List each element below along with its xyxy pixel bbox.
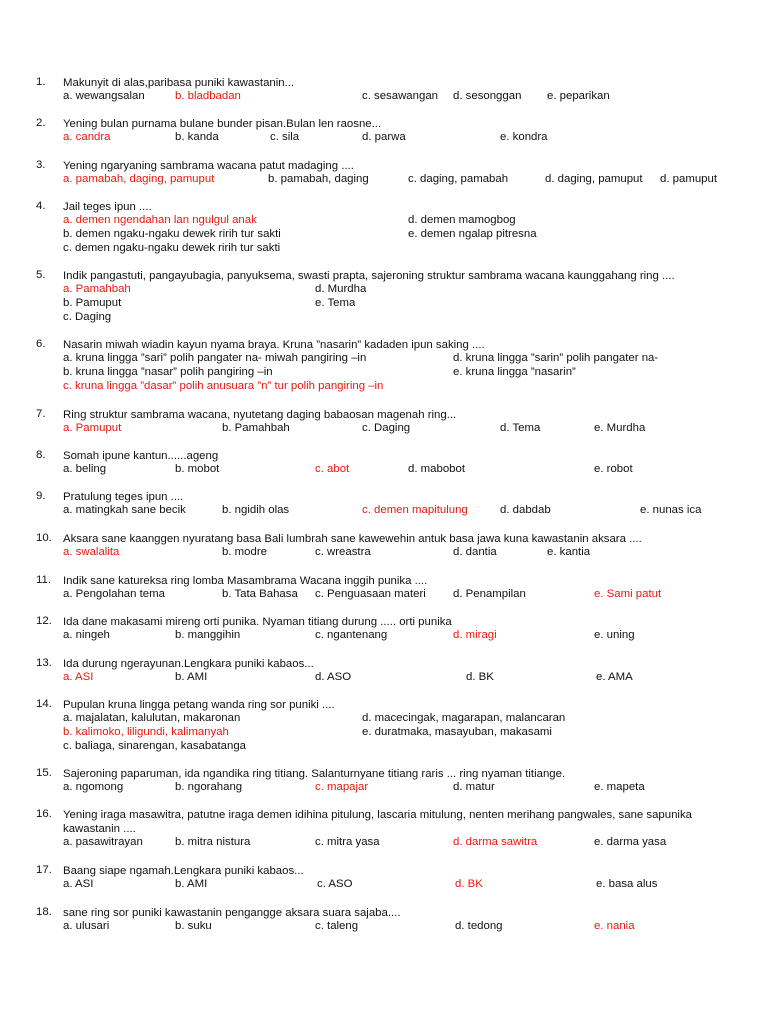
question-text: Jail teges ipun .... bbox=[63, 201, 152, 213]
question-text: Nasarin miwah wiadin kayun nyama braya. Kruna ”nasarin” kadaden ipun saking .... bbox=[63, 339, 485, 351]
question-number: 1. bbox=[36, 76, 46, 88]
question-text: Yening iraga masawitra, patutne iraga demen idihina pitulung, lascaria mitulung, nenten merihang pangwales, sane sapunika kawastanin .... bbox=[63, 809, 692, 835]
question-text: Ida durung ngerayunan.Lengkara puniki kabaos... bbox=[63, 658, 314, 670]
question-text: Sajeroning paparuman, ida ngandika ring titiang. Salanturnyane titiang raris ... ring nyaman titiange. bbox=[63, 768, 566, 780]
answer-option[interactable]: d. demen mamogbog bbox=[408, 214, 516, 226]
question-number: 16. bbox=[36, 808, 52, 820]
answer-option[interactable]: b. kanda bbox=[175, 131, 219, 143]
answer-option[interactable]: e. basa alus bbox=[596, 878, 658, 890]
answer-option[interactable]: d. sesonggan bbox=[453, 90, 522, 102]
answer-option[interactable]: e. darma yasa bbox=[594, 836, 667, 848]
answer-option[interactable]: e. kruna lingga ”nasarin” bbox=[453, 366, 576, 378]
answer-option[interactable]: c. Daging bbox=[362, 422, 411, 434]
answer-option[interactable]: b. mobot bbox=[175, 463, 220, 475]
answer-option-correct[interactable]: c. mapajar bbox=[315, 781, 369, 793]
answer-option[interactable]: b. ngidih olas bbox=[222, 504, 290, 516]
answer-option-correct[interactable]: a. pamabah, daging, pamuput bbox=[63, 173, 215, 185]
question-number: 9. bbox=[36, 490, 46, 502]
answer-option[interactable]: c. taleng bbox=[315, 920, 359, 932]
answer-option[interactable]: a. ngomong bbox=[63, 781, 124, 793]
question-number: 2. bbox=[36, 117, 46, 129]
answer-option-correct[interactable]: a. demen ngendahan lan ngulgul anak bbox=[63, 214, 257, 226]
answer-option[interactable]: e. Tema bbox=[315, 297, 356, 309]
answer-option[interactable]: a. ulusari bbox=[63, 920, 110, 932]
answer-option[interactable]: e. peparikan bbox=[547, 90, 610, 102]
answer-option[interactable]: d. daging, pamuput bbox=[545, 173, 643, 185]
answer-option-correct[interactable]: d. darma sawitra bbox=[453, 836, 538, 848]
question-number: 6. bbox=[36, 338, 46, 350]
answer-option[interactable]: b. AMI bbox=[175, 671, 208, 683]
answer-option[interactable]: b. Pamuput bbox=[63, 297, 122, 309]
question-text: Indik pangastuti, pangayubagia, panyuksema, swasti prapta, sajeroning struktur sambrama wacana kaunggahang ring .... bbox=[63, 270, 675, 282]
answer-option[interactable]: d. tedong bbox=[455, 920, 503, 932]
answer-option[interactable]: d. matur bbox=[453, 781, 495, 793]
question-text: sane ring sor puniki kawastanin pengangge aksara suara sajaba.... bbox=[63, 907, 401, 919]
answer-option[interactable]: e. nunas ica bbox=[640, 504, 702, 516]
question-number: 7. bbox=[36, 408, 46, 420]
question-number: 4. bbox=[36, 200, 46, 212]
question-text: Yening bulan purnama bulane bunder pisan.Bulan len raosne... bbox=[63, 118, 382, 130]
answer-option[interactable]: e. Murdha bbox=[594, 422, 646, 434]
answer-option[interactable]: d. parwa bbox=[362, 131, 406, 143]
answer-option[interactable]: e. kantia bbox=[547, 546, 591, 558]
answer-option[interactable]: e. kondra bbox=[500, 131, 548, 143]
answer-option[interactable]: b. AMI bbox=[175, 878, 208, 890]
question-number: 5. bbox=[36, 269, 46, 281]
answer-option-correct[interactable]: b. bladbadan bbox=[175, 90, 241, 102]
answer-option[interactable]: e. uning bbox=[594, 629, 635, 641]
answer-option[interactable]: d. pamuput bbox=[660, 173, 717, 185]
answer-option[interactable]: a. ningeh bbox=[63, 629, 110, 641]
answer-option[interactable]: b. suku bbox=[175, 920, 212, 932]
answer-option[interactable]: d. macecingak, magarapan, malancaran bbox=[362, 712, 566, 724]
answer-option-correct[interactable]: a. swalalita bbox=[63, 546, 120, 558]
answer-option[interactable]: d. dabdab bbox=[500, 504, 551, 516]
question-text: Pupulan kruna lingga petang wanda ring sor puniki .... bbox=[63, 699, 335, 711]
question-number: 18. bbox=[36, 906, 52, 918]
answer-option[interactable]: e. duratmaka, masayuban, makasami bbox=[362, 726, 552, 738]
answer-option[interactable]: d. mabobot bbox=[408, 463, 465, 475]
answer-option-correct[interactable]: a. ASI bbox=[63, 671, 94, 683]
answer-option[interactable]: c. sesawangan bbox=[362, 90, 438, 102]
answer-option[interactable]: c. Daging bbox=[63, 311, 112, 323]
answer-option[interactable]: b. ngorahang bbox=[175, 781, 243, 793]
answer-option[interactable]: a. wewangsalan bbox=[63, 90, 145, 102]
answer-option-correct[interactable]: a. candra bbox=[63, 131, 111, 143]
answer-option[interactable]: d. dantia bbox=[453, 546, 497, 558]
answer-option[interactable]: e. mapeta bbox=[594, 781, 645, 793]
answer-option[interactable]: b. demen ngaku-ngaku dewek ririh tur sakti bbox=[63, 228, 281, 240]
answer-option[interactable]: e. AMA bbox=[596, 671, 633, 683]
answer-option[interactable]: d. ASO bbox=[315, 671, 352, 683]
question-number: 14. bbox=[36, 698, 52, 710]
question-text: Baang siape ngamah.Lengkara puniki kabaos... bbox=[63, 865, 304, 877]
question-number: 10. bbox=[36, 532, 52, 544]
answer-option[interactable]: c. demen ngaku-ngaku dewek ririh tur sakti bbox=[63, 242, 281, 254]
question-number: 3. bbox=[36, 159, 46, 171]
question-text: Indik sane katureksa ring lomba Masambrama Wacana inggih punika .... bbox=[63, 575, 428, 587]
answer-option[interactable]: a. matingkah sane becik bbox=[63, 504, 186, 516]
answer-option[interactable]: a. beling bbox=[63, 463, 107, 475]
answer-option[interactable]: b. modre bbox=[222, 546, 267, 558]
answer-option-correct[interactable]: c. demen mapitulung bbox=[362, 504, 468, 516]
answer-option[interactable]: b. mitra nistura bbox=[175, 836, 251, 848]
answer-option[interactable]: c. sila bbox=[270, 131, 300, 143]
answer-option[interactable]: c. Penguasaan materi bbox=[315, 588, 426, 600]
answer-option-correct[interactable]: a. Pamahbah bbox=[63, 283, 131, 295]
answer-option[interactable]: a. pasawitrayan bbox=[63, 836, 143, 848]
question-number: 17. bbox=[36, 864, 52, 876]
answer-option-correct[interactable]: c. abot bbox=[315, 463, 350, 475]
answer-option-correct[interactable]: a. Pamuput bbox=[63, 422, 122, 434]
answer-option[interactable]: b. Pamahbah bbox=[222, 422, 290, 434]
question-text: Makunyit di alas,paribasa puniki kawastanin... bbox=[63, 77, 295, 89]
answer-option[interactable]: b. pamabah, daging bbox=[268, 173, 369, 185]
question-text: Aksara sane kaanggen nyuratang basa Bali lumbrah sane kawewehin antuk basa jawa kuna kawastanin aksara .... bbox=[63, 533, 642, 545]
answer-option[interactable]: c. daging, pamabah bbox=[408, 173, 509, 185]
answer-option-correct[interactable]: d. BK bbox=[455, 878, 483, 890]
answer-option-correct[interactable]: e. nania bbox=[594, 920, 635, 932]
answer-option[interactable]: c. ASO bbox=[317, 878, 353, 890]
answer-option[interactable]: a. kruna lingga ”sari” polih pangater na- miwah pangiring –in bbox=[63, 352, 367, 364]
answer-option[interactable]: e. robot bbox=[594, 463, 633, 475]
question-number: 11. bbox=[36, 574, 51, 586]
answer-option-correct[interactable]: d. miragi bbox=[453, 629, 497, 641]
answer-option[interactable]: d. BK bbox=[466, 671, 494, 683]
answer-option-correct[interactable]: c. kruna lingga ”dasar” polih anusuara ”n” tur polih pangiring –in bbox=[63, 380, 384, 392]
question-text: Somah ipune kantun......ageng bbox=[63, 450, 219, 462]
answer-option[interactable]: b. Tata Bahasa bbox=[222, 588, 298, 600]
question-text: Ring struktur sambrama wacana, nyutetang daging babaosan magenah ring... bbox=[63, 409, 457, 421]
answer-option[interactable]: c. baliaga, sinarengan, kasabatanga bbox=[63, 740, 247, 752]
question-number: 12. bbox=[36, 615, 52, 627]
answer-option-correct[interactable]: b. kalimoko, liligundi, kalimanyah bbox=[63, 726, 229, 738]
question-text: Yening ngaryaning sambrama wacana patut madaging .... bbox=[63, 160, 354, 172]
answer-option[interactable]: d. Tema bbox=[500, 422, 541, 434]
answer-option[interactable]: d. kruna lingga ”sarin” polih pangater na- bbox=[453, 352, 659, 364]
answer-option[interactable]: c. ngantenang bbox=[315, 629, 388, 641]
answer-option[interactable]: d. Murdha bbox=[315, 283, 367, 295]
answer-option[interactable]: a. ASI bbox=[63, 878, 94, 890]
question-text: Ida dane makasami mireng orti punika. Nyaman titiang durung ..... orti punika bbox=[63, 616, 452, 628]
answer-option-correct[interactable]: e. Sami patut bbox=[594, 588, 662, 600]
answer-option[interactable]: a. majalatan, kalulutan, makaronan bbox=[63, 712, 241, 724]
answer-option[interactable]: c. mitra yasa bbox=[315, 836, 380, 848]
question-number: 8. bbox=[36, 449, 46, 461]
question-text: Pratulung teges ipun .... bbox=[63, 491, 184, 503]
question-number: 15. bbox=[36, 767, 52, 779]
answer-option[interactable]: a. Pengolahan tema bbox=[63, 588, 165, 600]
answer-option[interactable]: e. demen ngalap pitresna bbox=[408, 228, 537, 240]
answer-option[interactable]: b. kruna lingga ”nasar” polih pangiring –in bbox=[63, 366, 273, 378]
answer-option[interactable]: d. Penampilan bbox=[453, 588, 526, 600]
question-number: 13. bbox=[36, 657, 52, 669]
answer-option[interactable]: c. wreastra bbox=[315, 546, 371, 558]
answer-option[interactable]: b. manggihin bbox=[175, 629, 241, 641]
